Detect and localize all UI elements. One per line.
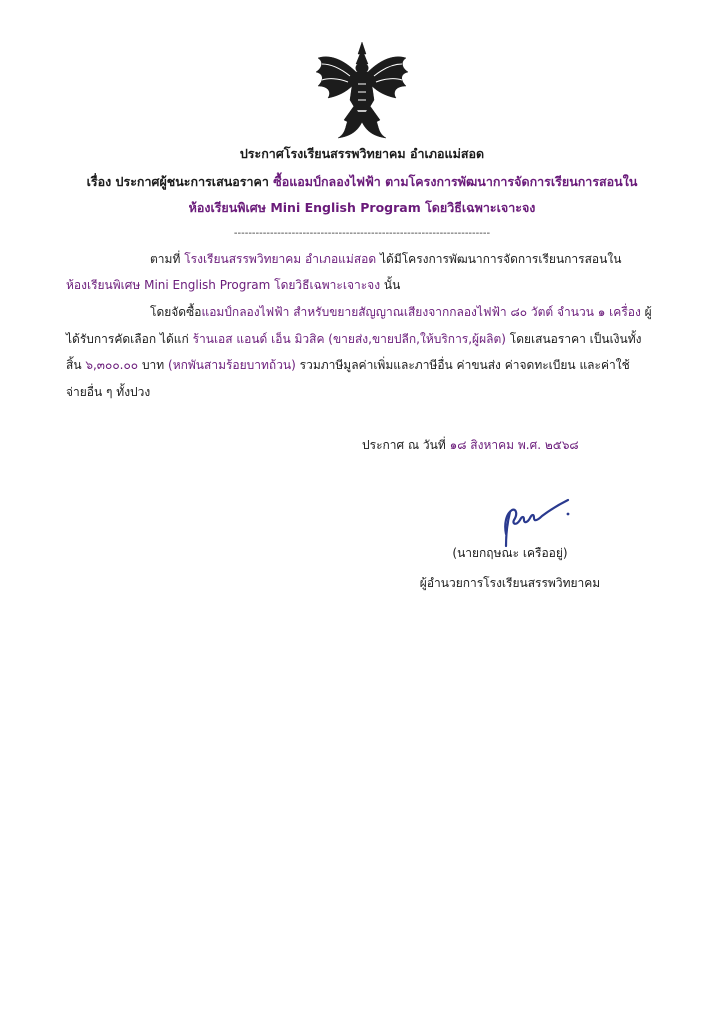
announce-date-line: ประกาศ ณ วันที่ ๑๘ สิงหาคม พ.ศ. ๒๕๖๘ <box>362 438 579 452</box>
header-subject-cont: ห้องเรียนพิเศษ Mini English Program โดยวิธีเฉพาะเจาะจง <box>188 200 536 215</box>
item-description: แอมป์กลองไฟฟ้า สำหรับขยายสัญญาณเสียงจากกลองไฟฟ้า ๘๐ วัตต์ จำนวน ๑ เครื่อง <box>201 305 641 319</box>
paragraph-2-line-2: ได้รับการคัดเลือก ได้แก่ ร้านเอส แอนด์ เอ็น มิวสิค (ขายส่ง,ขายปลีก,ให้บริการ,ผู้ผลิต) โดยเสนอราคา เป็นเงินทั้ง <box>66 332 642 346</box>
paragraph-2-line-1: โดยจัดซื้อแอมป์กลองไฟฟ้า สำหรับขยายสัญญาณเสียงจากกลองไฟฟ้า ๘๐ วัตต์ จำนวน ๑ เครื่อง ผู้ <box>150 305 652 319</box>
header-title: ประกาศโรงเรียนสรรพวิทยาคม อำเภอแม่สอด <box>239 146 485 161</box>
price-words: (หกพันสามร้อยบาทถ้วน) <box>168 358 296 372</box>
announce-date: ๑๘ สิงหาคม พ.ศ. ๒๕๖๘ <box>449 438 579 452</box>
signatory-position: ผู้อำนวยการโรงเรียนสรรพวิทยาคม <box>419 576 601 590</box>
signatory-name: (นายกฤษณะ เครืออยู่) <box>452 546 568 560</box>
subject-highlight: ซื้อแอมป์กลองไฟฟ้า ตามโครงการพัฒนาการจัดการเรียนการสอนใน <box>273 174 638 189</box>
paragraph-2-line-4: จ่ายอื่น ๆ ทั้งปวง <box>66 385 151 399</box>
garuda-emblem-icon <box>314 40 410 140</box>
header-subject <box>0 173 724 191</box>
program-name: ห้องเรียนพิเศษ Mini English Program โดยวิธีเฉพาะเจาะจง <box>66 278 381 292</box>
paragraph-1-line-1: ตามที่ โรงเรียนสรรพวิทยาคม อำเภอแม่สอด ได้มีโครงการพัฒนาการจัดการเรียนการสอนใน <box>150 252 622 266</box>
price-amount: ๖,๓๐๐.๐๐ <box>85 358 139 372</box>
school-name: โรงเรียนสรรพวิทยาคม อำเภอแม่สอด <box>184 252 377 266</box>
subject-prefix: เรื่อง ประกาศผู้ชนะการเสนอราคา <box>86 174 269 189</box>
handwritten-signature <box>476 490 576 550</box>
vendor-name: ร้านเอส แอนด์ เอ็น มิวสิค (ขายส่ง,ขายปลีก,ให้บริการ,ผู้ผลิต) <box>192 332 506 346</box>
paragraph-2-line-3: สิ้น ๖,๓๐๐.๐๐ บาท (หกพันสามร้อยบาทถ้วน) รวมภาษีมูลค่าเพิ่มและภาษีอื่น ค่าขนส่ง ค่าจดทะเบียน และค่าใช้ <box>66 358 630 372</box>
paragraph-1-line-2: ห้องเรียนพิเศษ Mini English Program โดยวิธีเฉพาะเจาะจง นั้น <box>66 278 401 292</box>
separator-line: ----------------------------------------------------------------------- <box>233 228 491 239</box>
